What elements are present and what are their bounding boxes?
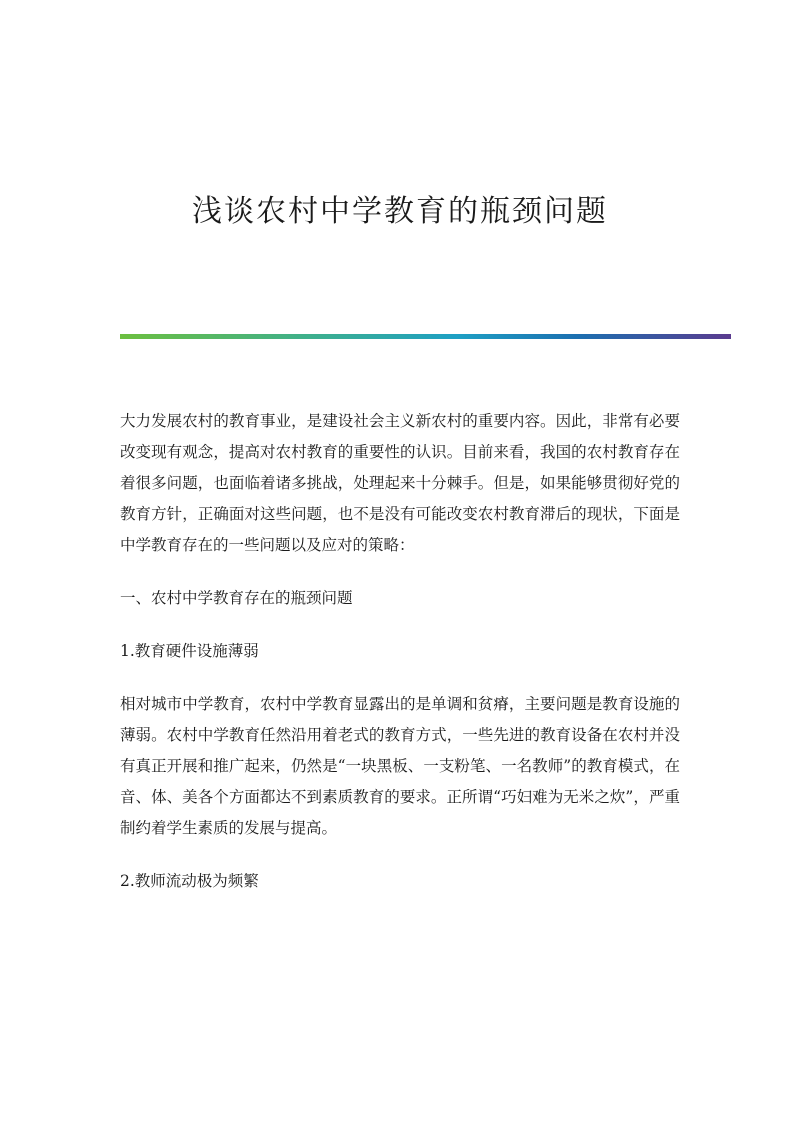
document-title: 浅谈农村中学教育的瓶颈问题 (192, 194, 608, 229)
subsection-heading-2: 2.教师流动极为频繁 (120, 872, 259, 890)
intro-paragraph: 大力发展农村的教育事业，是建设社会主义新农村的重要内容。因此，非常有必要改变现有观念，提高对农村教育的重要性的认识。目前来看，我国的农村教育存在着很多问题，也面临着诸多挑战，处理起来十分棘手。但是，如果能够贯彻好党的教育方针，正确面对这些问题，也不是没有可能改变农村教育滞后的现状，下面是中学教育存在的一些问题以及应对的策略： (120, 412, 680, 554)
subsection-heading-1: 1.教育硬件设施薄弱 (120, 642, 259, 660)
section-heading: 一、农村中学教育存在的瓶颈问题 (120, 589, 353, 607)
subsection-1-paragraph: 相对城市中学教育，农村中学教育显露出的是单调和贫瘠，主要问题是教育设施的薄弱。农村中学教育任然沿用着老式的教育方式，一些先进的教育设备在农村并没有真正开展和推广起来，仍然是“一块黑板、一支粉笔、一名教师”的教育模式，在音、体、美各个方面都达不到素质教育的要求。正所谓“巧妇难为无米之炊”，严重制约着学生素质的发展与提高。 (120, 695, 680, 837)
document-body (120, 406, 680, 897)
title-divider (120, 334, 731, 339)
